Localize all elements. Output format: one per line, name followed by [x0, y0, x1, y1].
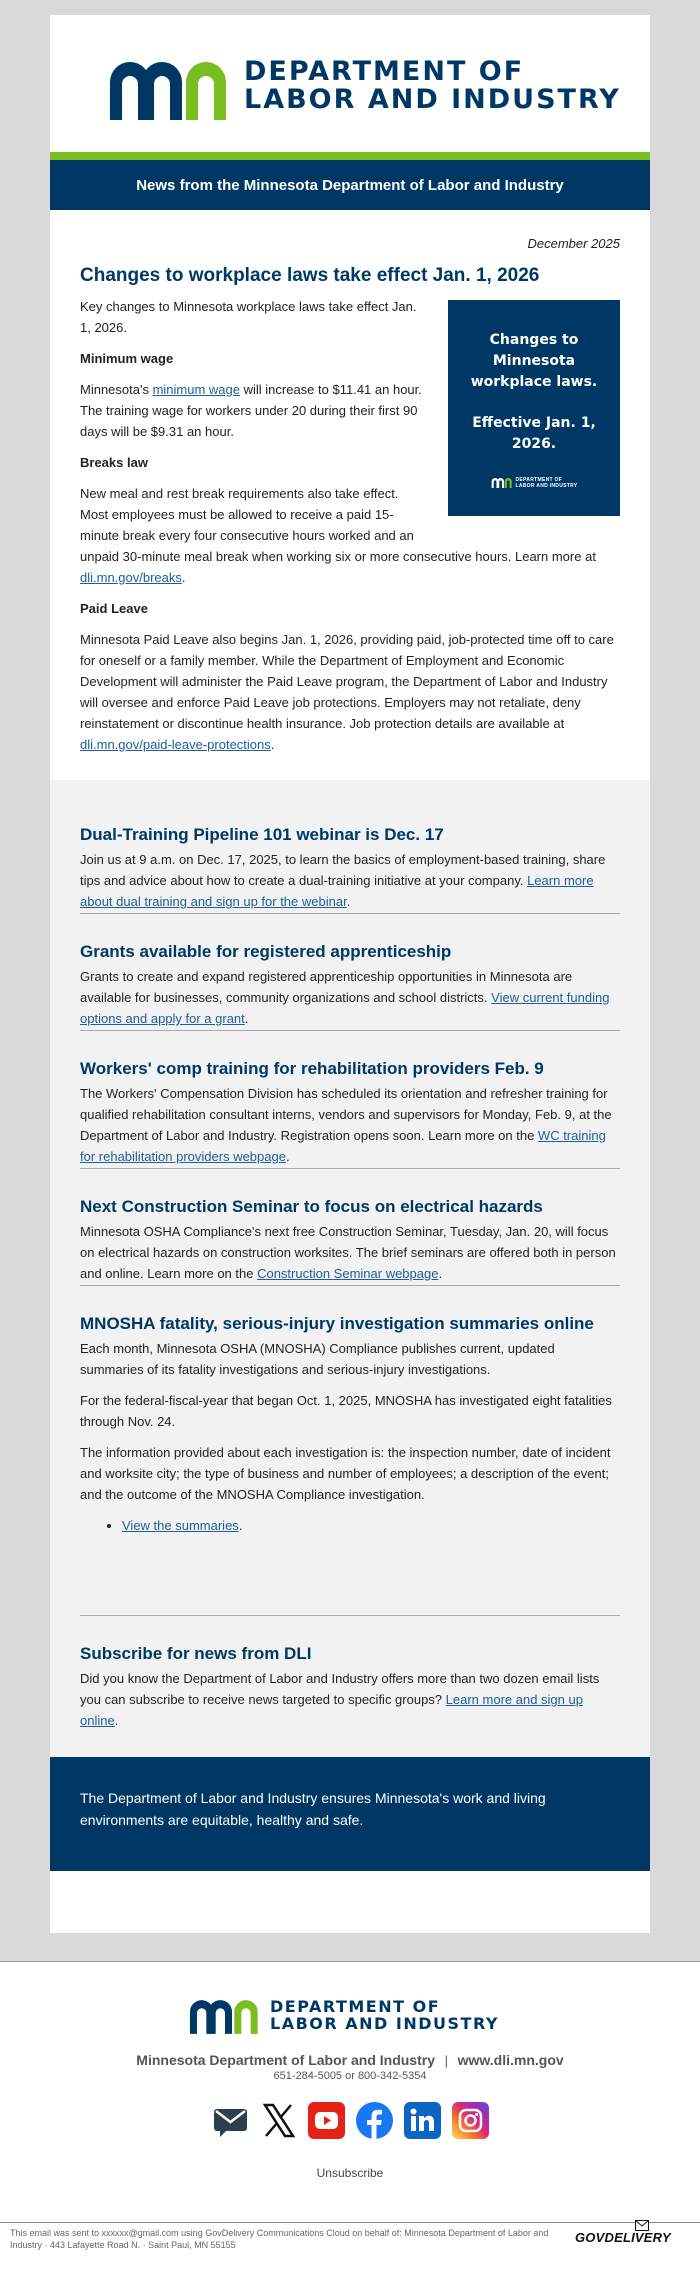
govdelivery-wordmark: GOVDELIVERY [575, 2230, 671, 2245]
paid-leave-heading: Paid Leave [80, 601, 148, 616]
logo-line-1: DEPARTMENT OF [244, 56, 525, 87]
promo-line: 2026. [511, 436, 557, 452]
promo-image [448, 300, 620, 516]
footer-logo[interactable] [190, 1992, 520, 2042]
promo-line: workplace laws. [470, 374, 598, 390]
logo-line-1: DEPARTMENT OF [270, 1997, 441, 2016]
footer-separator: | [444, 2053, 449, 2068]
footer-contact [0, 2052, 700, 2082]
breaks-link[interactable]: dli.mn.gov/breaks [80, 570, 182, 585]
list-item: • View the summaries. [122, 1515, 620, 1536]
newsletter-card [50, 15, 650, 1933]
lead-body [80, 296, 620, 765]
article-seminar: Next Construction Seminar to focus on electrical hazards Minnesota OSHA Compliance's next free Construction Seminar, Tuesday, Jan. 20, will focus on electrical hazards on construction worksites. The brief seminars are offered both in person and online. Learn more on the Construction Seminar webpage. [80, 1195, 620, 1294]
breaks-text: New meal and rest break requirements also take effect. Most employees must be allowed to receive a paid 15-minute break every four consecutive hours worked and an unpaid 30-minute meal break when working six or more consecutive hours. Learn more at dli.mn.gov/breaks. [80, 486, 596, 585]
facebook-icon[interactable] [356, 2102, 393, 2139]
minimum-wage-link[interactable]: minimum wage [152, 382, 240, 397]
article-grants: Grants available for registered apprenticeship Grants to create and expand registered apprenticeship opportunities in Minnesota are available for businesses, community organizations and school districts. View current funding options and apply for a grant. [80, 940, 620, 1039]
article-title: Subscribe for news from DLI [80, 1644, 312, 1663]
seminar-link[interactable]: Construction Seminar webpage [257, 1266, 439, 1281]
paid-leave-link[interactable]: dli.mn.gov/paid-leave-protections [80, 737, 271, 752]
article-title: Next Construction Seminar to focus on electrical hazards [80, 1197, 543, 1216]
logo-line-2: LABOR AND INDUSTRY [270, 2013, 499, 2033]
mn-logo-icon [110, 62, 230, 120]
promo-line: Changes to [489, 332, 579, 348]
news-banner: News from the Minnesota Department of Labor and Industry [50, 160, 650, 210]
mn-logo-icon [491, 478, 513, 488]
mn-logo-icon [190, 2000, 260, 2034]
divider [80, 1285, 620, 1286]
mission-statement: The Department of Labor and Industry ensures Minnesota's work and living environments are equitable, healthy and safe. [50, 1757, 650, 1871]
govdelivery-logo[interactable] [575, 2230, 671, 2245]
footer-disclaimer: This email was sent to xxxxxx@gmail.com using GovDelivery Communications Cloud on behalf of: Minnesota Department of Labor and Industry · 443 Lafayette Road N. · Saint Paul, MN 55155 [10, 2228, 549, 2250]
promo-logo-line: DEPARTMENT OF [515, 477, 563, 483]
youtube-icon[interactable] [308, 2102, 345, 2139]
divider [80, 1615, 620, 1616]
social-links [0, 2102, 700, 2139]
paid-leave-text: Minnesota Paid Leave also begins Jan. 1, 2026, providing paid, job-protected time off to care for oneself or a family member. While the Department of Employment and Economic Development will administer the Paid Leave program, the Department of Labor and Industry will oversee and enforce Paid Leave job protections. Employers may not retaliate, deny reinstatement or discontinue health insurance. Job protection details are available at dli.mn.gov/paid-leave-protections. [80, 632, 614, 752]
footer-rule [0, 2222, 700, 2223]
logo-line-2: LABOR AND INDUSTRY [244, 84, 621, 116]
footer-website-link[interactable]: www.dli.mn.gov [457, 2052, 564, 2068]
divider [80, 913, 620, 914]
article-mnosha: MNOSHA fatality, serious-injury investigation summaries online Each month, Minnesota OSHA (MNOSHA) Compliance publishes current, updated summaries of its fatality investigations and serious-injury investigations. For the federal-fiscal-year that began Oct. 1, 2025, MNOSHA has investigated eight fatalities through Nov. 24. The information provided about each investigation is: the inspection number, date of incident and worksite city; the type of business and number of employees; a description of the event; and the outcome of the MNOSHA Compliance investigation. • View the summaries. [80, 1312, 620, 1536]
summaries-link[interactable]: View the summaries [122, 1518, 239, 1533]
grants-link[interactable]: View current funding options and apply for a grant [80, 990, 610, 1026]
article-title: Dual-Training Pipeline 101 webinar is Dec. 17 [80, 825, 444, 844]
promo-line: Effective Jan. 1, [472, 415, 596, 431]
footer [0, 1962, 700, 2272]
envelope-icon [635, 2220, 649, 2231]
lead-intro: Key changes to Minnesota workplace laws take effect Jan. 1, 2026. [80, 299, 417, 335]
article-title: MNOSHA fatality, serious-injury investigation summaries online [80, 1314, 594, 1333]
header-logo[interactable] [50, 15, 650, 152]
subscribe-link[interactable]: Learn more and sign up online [80, 1692, 583, 1728]
news-section [50, 780, 650, 1780]
article-title: Workers' comp training for rehabilitation providers Feb. 9 [80, 1059, 544, 1078]
x-icon[interactable] [260, 2102, 297, 2139]
footer-phones: 651-284-5005 or 800-342-5354 [273, 2070, 427, 2082]
wc-training-link[interactable]: WC training for rehabilitation providers webpage [80, 1128, 606, 1164]
article-subscribe: Subscribe for news from DLI Did you know the Department of Labor and Industry offers more than two dozen email lists you can subscribe to receive news targeted to specific groups? Learn more and sign up online. [80, 1642, 620, 1741]
lead-title: Changes to workplace laws take effect Jan. 1, 2026 [80, 265, 540, 286]
linkedin-icon[interactable] [404, 2102, 441, 2139]
email-icon[interactable] [212, 2102, 249, 2139]
minimum-wage-heading: Minimum wage [80, 351, 174, 366]
article-webinar: Dual-Training Pipeline 101 webinar is Dec. 17 Join us at 9 a.m. on Dec. 17, 2025, to learn the basics of employment-based training, share tips and advice about how to create a dual-training initiative at your company. Learn more about dual training and sign up for the webinar. [80, 823, 620, 922]
divider [80, 1168, 620, 1169]
article-wc-training: Workers' comp training for rehabilitation providers Feb. 9 The Workers' Compensation Division has scheduled its orientation and refresher training for qualified rehabilitation consultant interns, vendors and supervisors for Monday, Feb. 9, at the Department of Labor and Industry. Registration opens soon. Learn more on the WC training for rehabilitation providers webpage. [80, 1057, 620, 1177]
promo-line: Minnesota [492, 353, 576, 369]
promo-logo [448, 477, 620, 489]
webinar-link[interactable]: Learn more about dual training and sign up for the webinar [80, 873, 594, 909]
unsubscribe-link[interactable]: Unsubscribe [316, 2166, 384, 2180]
breaks-heading: Breaks law [80, 455, 148, 470]
footer-dept-name: Minnesota Department of Labor and Industry [136, 2052, 435, 2068]
article-title: Grants available for registered apprenticeship [80, 942, 452, 961]
instagram-icon[interactable] [452, 2102, 489, 2139]
divider [80, 1030, 620, 1031]
issue-date: December 2025 [527, 236, 620, 251]
promo-logo-line: LABOR AND INDUSTRY [515, 483, 578, 489]
minimum-wage-text: Minnesota's minimum wage will increase to $11.41 an hour. The training wage for workers under 20 during their first 90 days will be $9.31 an hour. [80, 382, 422, 439]
accent-bar [50, 152, 650, 160]
